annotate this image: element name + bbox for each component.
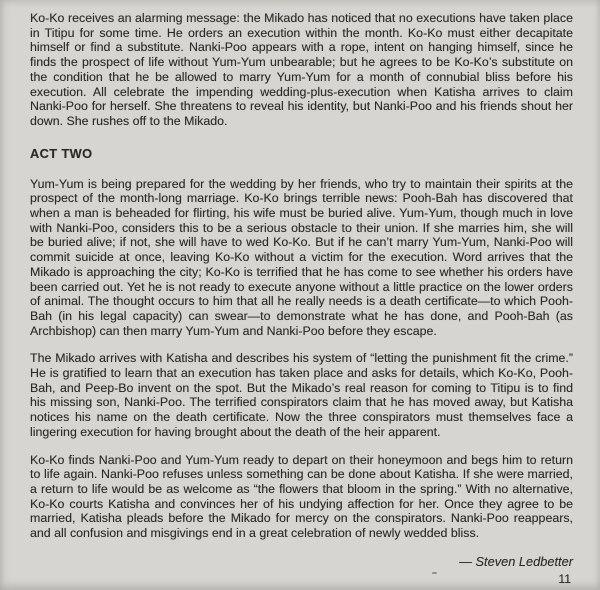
page-number: 11 — [558, 571, 571, 586]
act-two-heading: ACT TWO — [30, 145, 93, 161]
scan-artifact — [432, 572, 437, 574]
synopsis-paragraph-act-one: Ko-Ko receives an alarming message: the Mikado has noticed that no executions have taken place in Titipu for some time. He orders an execution within the month. Ko-Ko must either decapitate himself or find a substitute. Nanki-Poo appears with a rope, intent on hanging himself, since he finds the prospect of life without Yum-Yum unbearable; but he agrees to be Ko-Ko’s substitute on the condition that he be allowed to marry Yum-Yum for a month of connubial bliss before his execution. All celebrate the impending wedding-plus-execution when Katisha arrives to claim Nanki-Poo for herself. She threatens to reveal his identity, but Nanki-Poo and his friends shout her down. She rushes off to the Mikado. — [30, 11, 573, 128]
synopsis-paragraph: The Mikado arrives with Katisha and describes his system of “letting the punishment fit the crime.” He is gratified to learn that an execution has taken place and asks for details, which Ko-Ko, Pooh-Bah, and Peep-Bo invent on the spot. But the Mikado’s real reason for coming to Titipu is to find his missing son, Nanki-Poo. The terrified conspirators claim that he has moved away, but Katisha notices his name on the death certificate. Now the three conspirators must themselves face a lingering execution for having brought about the death of the heir apparent. — [30, 351, 573, 439]
author-attribution: — Steven Ledbetter — [459, 553, 573, 569]
synopsis-paragraph: Ko-Ko finds Nanki-Poo and Yum-Yum ready to depart on their honeymoon and begs him to return to life again. Nanki-Poo refuses unless something can be done about Katisha. If she were married, a return to life would be as welcome as “the flowers that bloom in the spring.” With no alternative, Ko-Ko courts Katisha and convinces her of his undying affection for her. Once they agree to be married, Katisha pleads before the Mikado for mercy on the conspirators. Nanki-Poo reappears, and all confusion and misgivings end in a great celebration of newly wedded bliss. — [30, 452, 573, 541]
synopsis-paragraph: Yum-Yum is being prepared for the wedding by her friends, who try to maintain their spirits at the prospect of the month-long marriage. Ko-Ko brings terrible news: Pooh-Bah has discovered that when a man is beheaded for flirting, his wife must be buried alive. Yum-Yum, though much in love with Nanki-Poo, considers this to be a serious obstacle to their union. If she marries him, she will be buried alive; if not, she will have to wed Ko-Ko. But if he can’t marry Yum-Yum, Nanki-Poo will commit suicide at once, leaving Ko-Ko without a victim for the execution. Word arrives that the Mikado is approaching the city; Ko-Ko is terrified that he has come to see whether his orders have been carried out. Yet he is not ready to execute anyone without a little practice on the lower orders of animal. The thought occurs to him that all he really needs is a death certificate—to which Pooh-Bah (in his legal capacity) can swear—to demonstrate what he has done, and Pooh-Bah (as Archbishop) can then marry Yum-Yum and Nanki-Poo before they escape. — [30, 176, 573, 338]
